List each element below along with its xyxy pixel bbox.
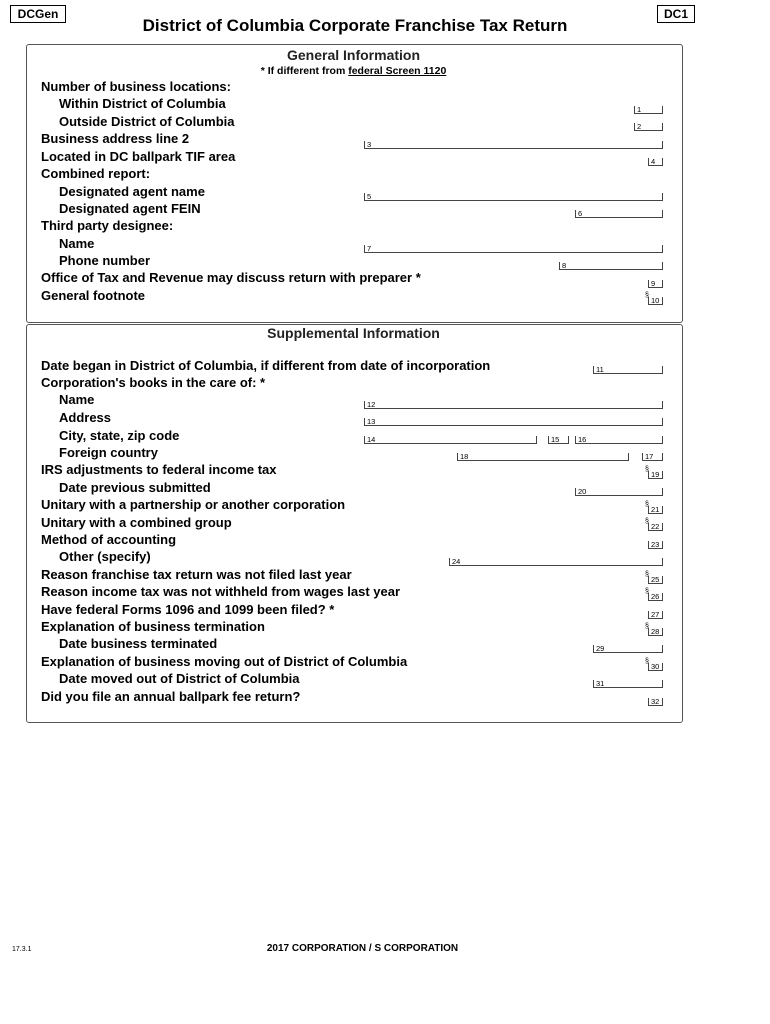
field-22[interactable]: 22	[648, 523, 663, 531]
label-date-term: Date business terminated	[59, 636, 218, 651]
section-mark-19: §	[645, 466, 649, 473]
field-16[interactable]: 16	[575, 436, 663, 444]
label-books-name: Name	[59, 392, 95, 407]
label-irs-adj: IRS adjustments to federal income tax	[41, 462, 277, 477]
general-heading: General Information	[286, 47, 421, 63]
federal-screen-link[interactable]: federal Screen 1120	[348, 65, 447, 77]
field-11[interactable]: 11	[593, 366, 663, 374]
label-books-address: Address	[59, 410, 112, 425]
general-note-prefix: * If different from	[260, 65, 349, 77]
label-third-party: Third party designee:	[41, 218, 174, 233]
field-28[interactable]: 28	[648, 628, 663, 636]
field-17[interactable]: 17	[642, 453, 663, 461]
field-27[interactable]: 27	[648, 611, 663, 619]
label-date-moved: Date moved out of District of Columbia	[59, 671, 300, 686]
section-mark-28: §	[645, 623, 649, 630]
label-combined-report: Combined report:	[41, 166, 151, 181]
field-1[interactable]: 1	[634, 106, 663, 114]
field-19[interactable]: 19	[648, 471, 663, 479]
field-12[interactable]: 12	[364, 401, 663, 409]
label-tp-phone: Phone number	[59, 253, 151, 268]
label-unitary-partner: Unitary with a partnership or another corporation	[41, 497, 346, 512]
label-unitary-group: Unitary with a combined group	[41, 515, 232, 530]
field-2[interactable]: 2	[634, 123, 663, 131]
supplemental-heading: Supplemental Information	[267, 325, 440, 341]
field-6[interactable]: 6	[575, 210, 663, 218]
label-reason-not-withheld: Reason income tax was not withheld from wages last year	[41, 584, 401, 599]
label-date-began: Date began in District of Columbia, if different from date of incorporation	[41, 358, 491, 373]
general-note	[26, 65, 681, 77]
field-20[interactable]: 20	[575, 488, 663, 496]
label-within-dc: Within District of Columbia	[59, 96, 226, 111]
field-24[interactable]: 24	[449, 558, 663, 566]
section-mark-10: §	[645, 292, 649, 299]
field-8[interactable]: 8	[559, 262, 663, 270]
form-id-badge-left[interactable]: DCGen	[10, 5, 66, 23]
section-mark-30: §	[645, 658, 649, 665]
section-mark-26: §	[645, 588, 649, 595]
label-other: Other (specify)	[59, 549, 151, 564]
label-tp-name: Name	[59, 236, 95, 251]
label-books-care: Corporation's books in the care of: *	[41, 375, 266, 390]
label-agent-fein: Designated agent FEIN	[59, 201, 201, 216]
field-13[interactable]: 13	[364, 418, 663, 426]
label-address2: Business address line 2	[41, 131, 190, 146]
label-method: Method of accounting	[41, 532, 177, 547]
label-forms-1096: Have federal Forms 1096 and 1099 been filed? *	[41, 602, 335, 617]
field-25[interactable]: 25	[648, 576, 663, 584]
field-29[interactable]: 29	[593, 645, 663, 653]
field-30[interactable]: 30	[648, 663, 663, 671]
section-mark-25: §	[645, 571, 649, 578]
label-otr-discuss: Office of Tax and Revenue may discuss return with preparer *	[41, 270, 421, 285]
section-mark-22: §	[645, 518, 649, 525]
label-ballpark-fee: Did you file an annual ballpark fee return?	[41, 689, 301, 704]
label-books-foreign: Foreign country	[59, 445, 158, 460]
label-num-locations: Number of business locations:	[41, 79, 231, 94]
field-14[interactable]: 14	[364, 436, 537, 444]
field-3[interactable]: 3	[364, 141, 663, 149]
section-mark-21: §	[645, 501, 649, 508]
label-ballpark-tif: Located in DC ballpark TIF area	[41, 149, 236, 164]
page-title: District of Columbia Corporate Franchise Tax Return	[142, 16, 568, 35]
label-reason-not-filed: Reason franchise tax return was not filed last year	[41, 567, 352, 582]
field-21[interactable]: 21	[648, 506, 663, 514]
label-agent-name: Designated agent name	[59, 184, 205, 199]
label-books-city: City, state, zip code	[59, 428, 180, 443]
label-general-footnote: General footnote	[41, 288, 146, 303]
field-31[interactable]: 31	[593, 680, 663, 688]
field-9[interactable]: 9	[648, 280, 663, 288]
field-23[interactable]: 23	[648, 541, 663, 549]
label-termination: Explanation of business termination	[41, 619, 265, 634]
version-number: 17.3.1	[12, 946, 32, 953]
label-outside-dc: Outside District of Columbia	[59, 114, 235, 129]
label-moving-out: Explanation of business moving out of District of Columbia	[41, 654, 408, 669]
field-4[interactable]: 4	[648, 158, 663, 166]
field-10[interactable]: 10	[648, 297, 663, 305]
form-id-badge-right[interactable]: DC1	[657, 5, 695, 23]
field-5[interactable]: 5	[364, 193, 663, 201]
field-32[interactable]: 32	[648, 698, 663, 706]
label-date-prev: Date previous submitted	[59, 480, 211, 495]
field-18[interactable]: 18	[457, 453, 629, 461]
field-7[interactable]: 7	[364, 245, 663, 253]
field-15[interactable]: 15	[548, 436, 569, 444]
field-26[interactable]: 26	[648, 593, 663, 601]
form-type-footer: 2017 CORPORATION / S CORPORATION	[266, 943, 459, 954]
